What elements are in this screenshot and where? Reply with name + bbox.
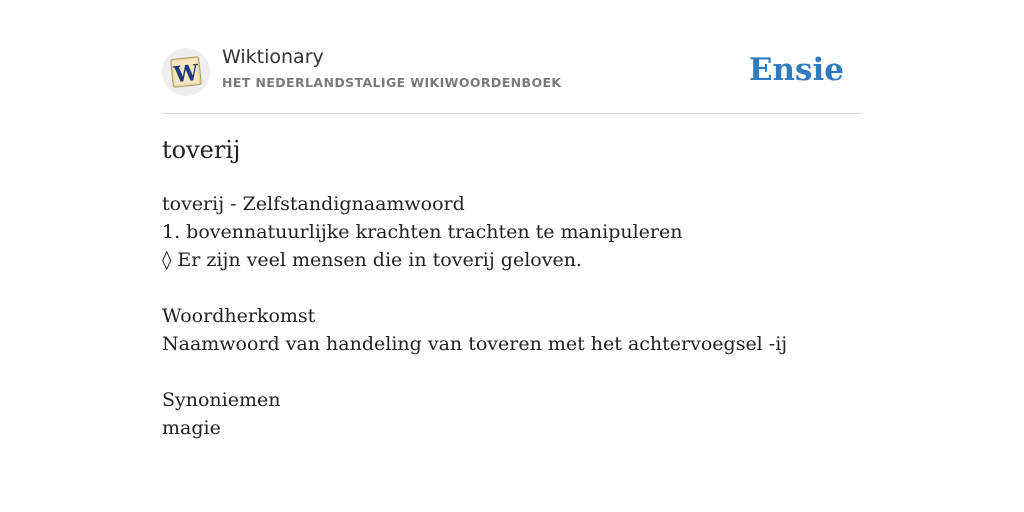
header-divider [162, 113, 862, 114]
site-tagline: HET NEDERLANDSTALIGE WIKIWOORDENBOEK [222, 75, 562, 90]
synonyms-heading: Synoniemen [162, 389, 281, 411]
wiktionary-logo-icon[interactable] [162, 48, 210, 96]
page-title: toverij [162, 136, 241, 164]
synonyms-text[interactable]: magie [162, 417, 221, 439]
etymology-heading: Woordherkomst [162, 305, 316, 327]
part-of-speech-line: toverij - Zelfstandignaamwoord [162, 193, 465, 215]
ensie-brand-logo[interactable]: Ensie [748, 52, 844, 88]
section-spacer [162, 358, 862, 386]
definition-line: 1. bovennatuurlijke krachten trachten te manipuleren [162, 221, 683, 243]
etymology-text: Naamwoord van handeling van toveren met het achtervoegsel -ij [162, 333, 788, 355]
site-header [162, 44, 862, 100]
example-line: ◊ Er zijn veel mensen die in toverij geloven. [162, 249, 582, 271]
section-spacer [162, 274, 862, 302]
entry-content [162, 190, 862, 442]
logo-letter: W [172, 59, 200, 89]
site-name[interactable]: Wiktionary [222, 46, 324, 68]
